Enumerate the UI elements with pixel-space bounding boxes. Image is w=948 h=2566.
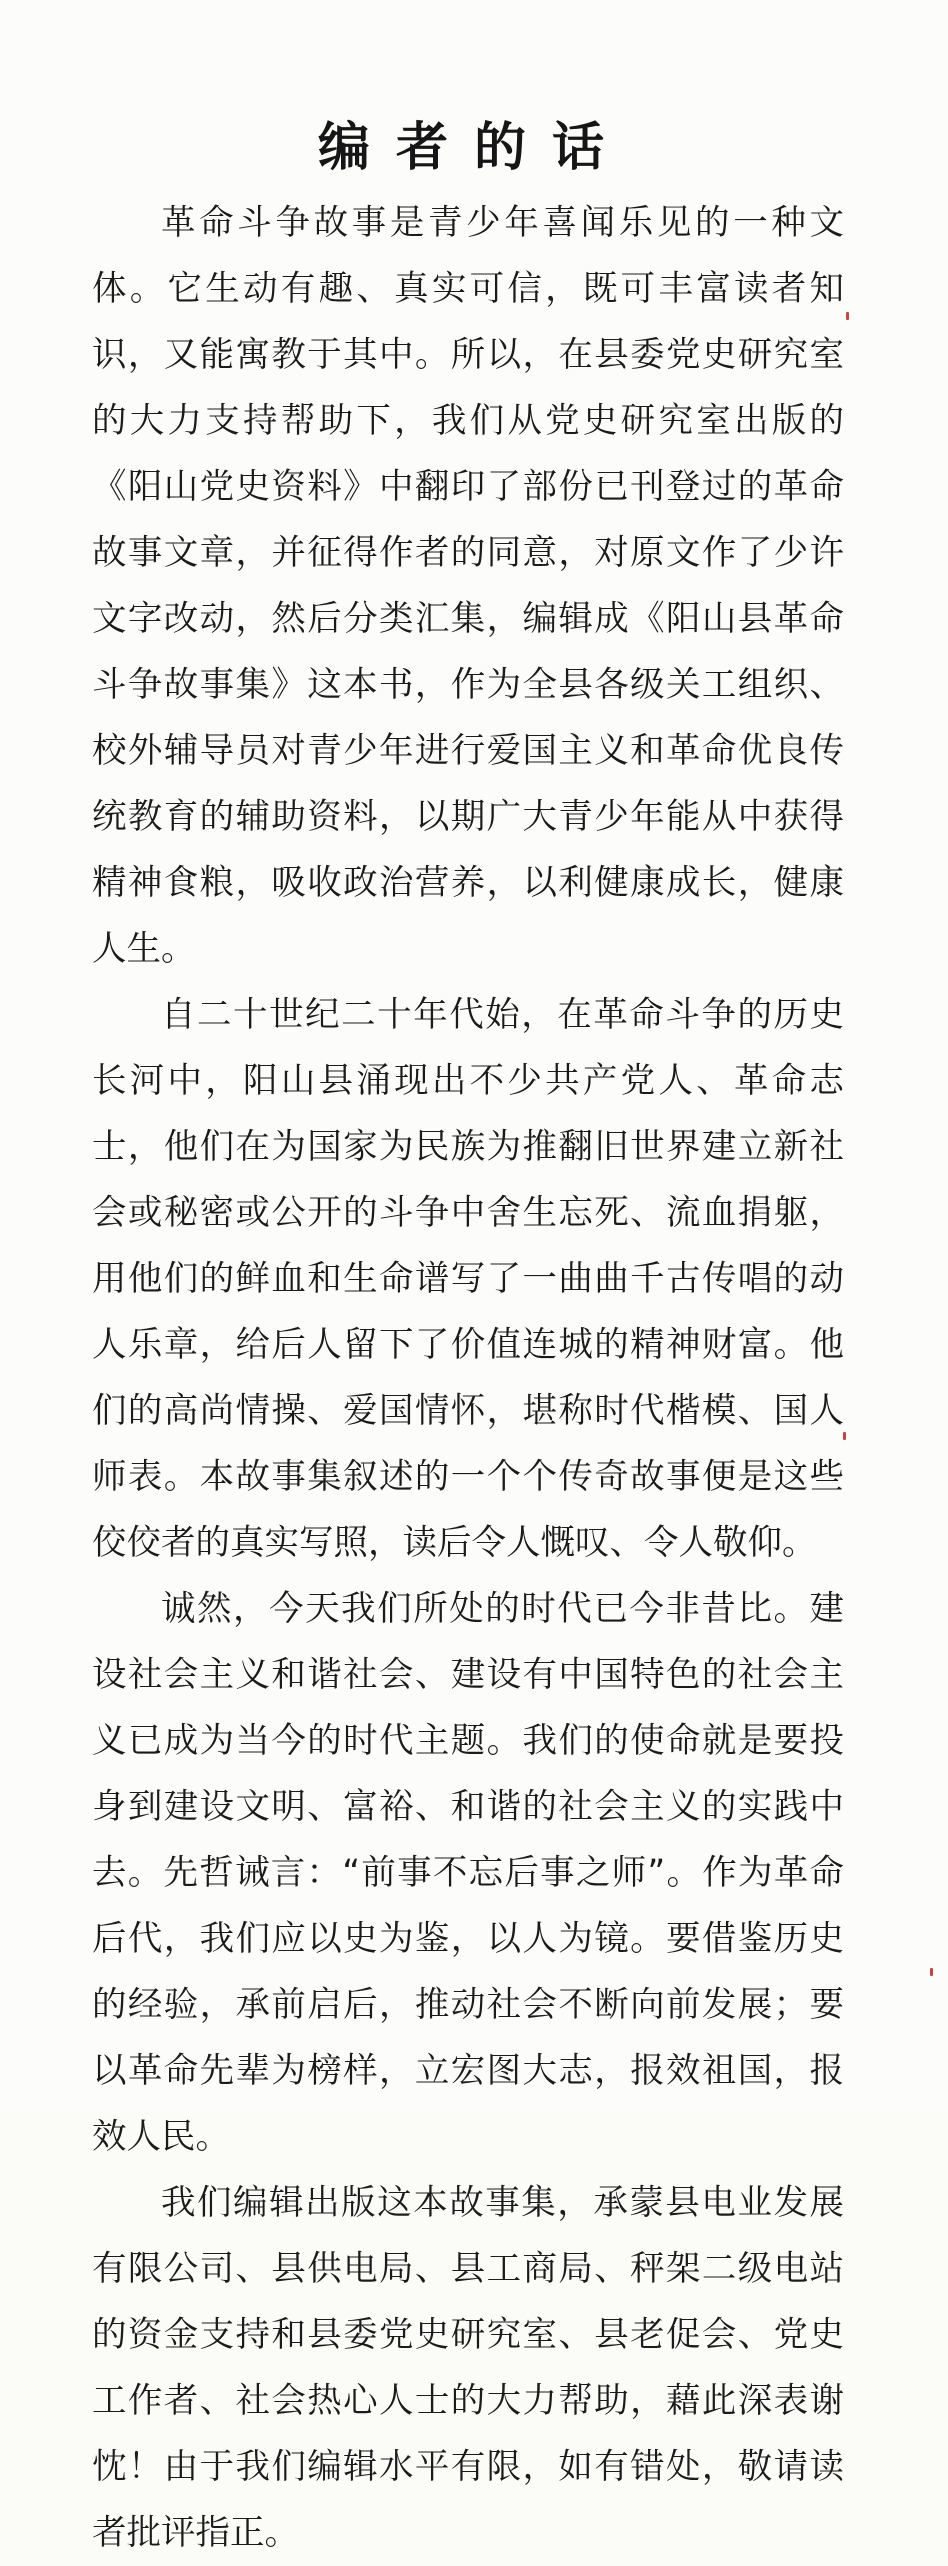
paragraph-4: 我们编辑出版这本故事集，承蒙县电业发展有限公司、县供电局、县工商局、秤架二级电站的资金支持和县委党史研究室、县老促会、党史工作者、社会热心人士的大力帮助，藉此深表谢忱！由于我们编辑水平有限，如有错处，敬请读者批评指正。 [92, 2183, 844, 2553]
page-title: 编者的话 [317, 116, 630, 178]
paragraph-3: 诚然，今天我们所处的时代已今非昔比。建设社会主义和谐社会、建设有中国特色的社会主义已成为当今的时代主题。我们的使命就是要投身到建设文明、富裕、和谐的社会主义的实践中去。先哲诫言：“前事不忘后事之师”。作为革命后代，我们应以史为鉴，以人为镜。要借鉴历史的经验，承前启后，推动社会不断向前发展；要以革命先辈为榜样，立宏图大志，报效祖国，报效人民。 [92, 1589, 844, 2157]
paragraph-1: 革命斗争故事是青少年喜闻乐见的一种文体。它生动有趣、真实可信，既可丰富读者知识，又能寓教于其中。所以，在县委党史研究室的大力支持帮助下，我们从党史研究室出版的《阳山党史资料》中翻印了部份已刊登过的革命故事文章，并征得作者的同意，对原文作了少许文字改动，然后分类汇集，编辑成《阳山县革命斗争故事集》这本书，作为全县各级关工组织、校外辅导员对青少年进行爱国主义和革命优良传统教育的辅助资料，以期广大青少年能从中获得精神食粮，吸收政治营养，以利健康成长，健康人生。 [92, 203, 844, 969]
body-text [92, 190, 844, 2566]
ink-mark [930, 1968, 933, 1976]
ink-mark [846, 312, 849, 320]
paragraph-2: 自二十世纪二十年代始，在革命斗争的历史长河中，阳山县涌现出不少共产党人、革命志士，他们在为国家为民族为推翻旧世界建立新社会或秘密或公开的斗争中舍生忘死、流血捐躯，用他们的鲜血和生命谱写了一曲曲千古传唱的动人乐章，给后人留下了价值连城的精神财富。他们的高尚情操、爱国情怀，堪称时代楷模、国人师表。本故事集叙述的一个个传奇故事便是这些佼佼者的真实写照，读后令人慨叹、令人敬仰。 [92, 995, 844, 1563]
